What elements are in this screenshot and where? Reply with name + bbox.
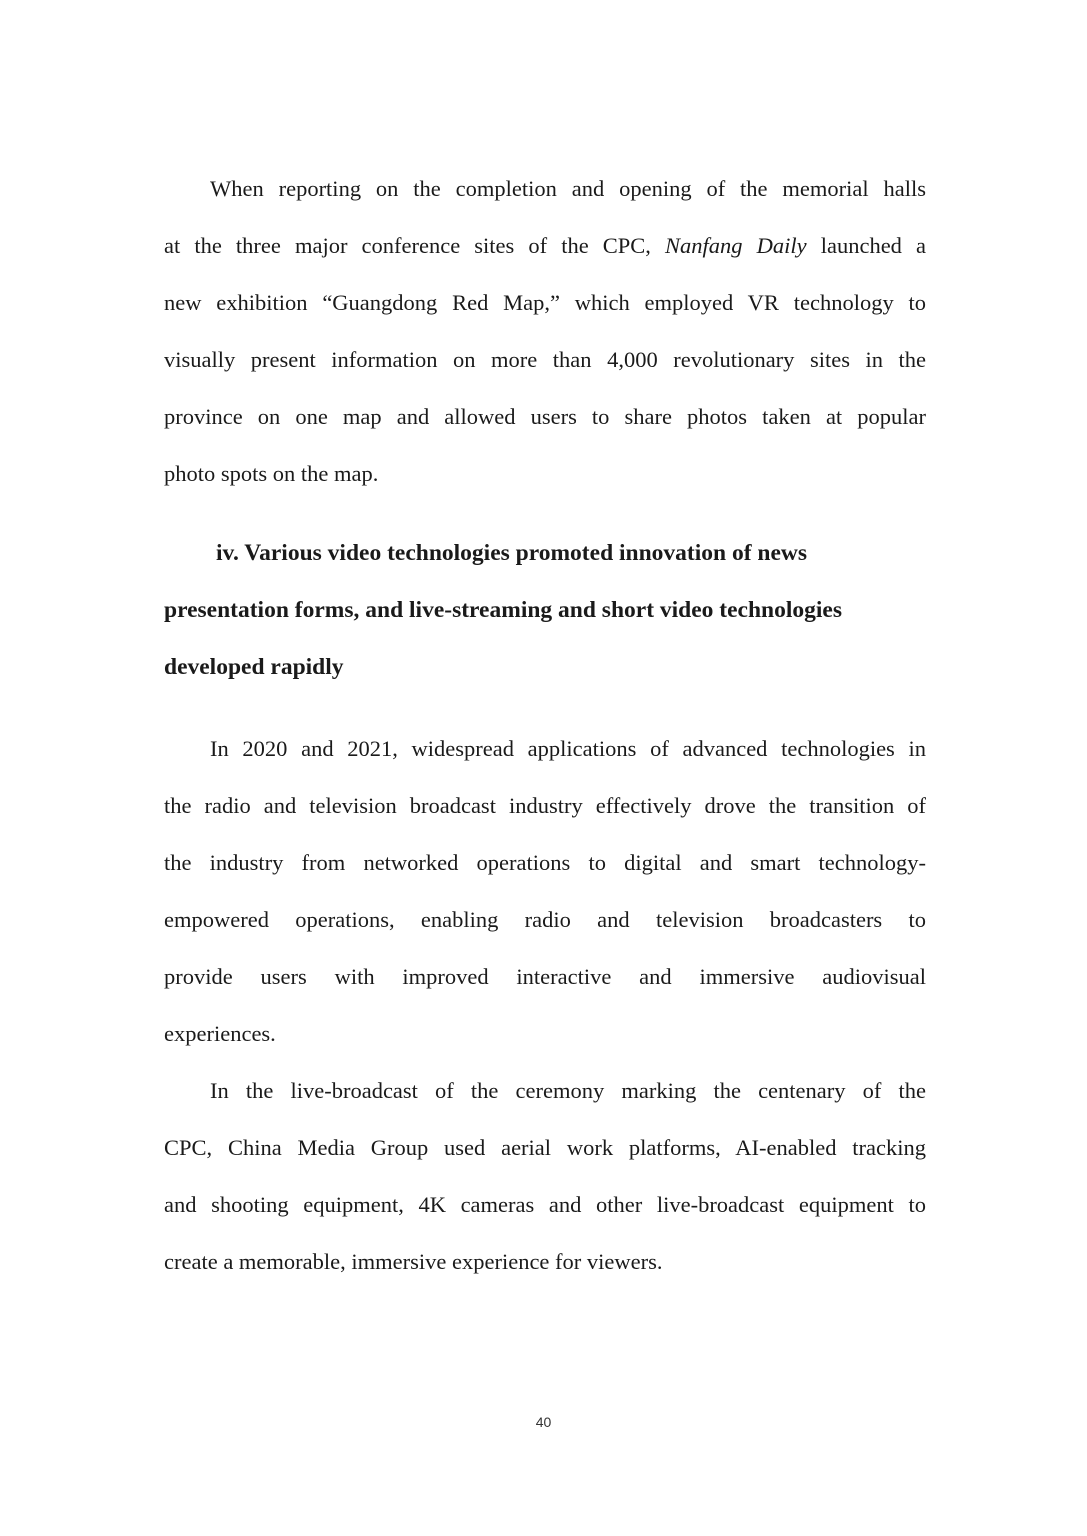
heading-line: iv. Various video technologies promoted innovation of news <box>216 540 808 566</box>
text-line: provide users with improved interactive and immersive audiovisual <box>164 964 926 989</box>
text-line: CPC, China Media Group used aerial work platforms, AI-enabled tracking <box>164 1135 926 1160</box>
heading-line: presentation forms, and live-streaming and short video technologies <box>164 597 843 623</box>
text-line: at the three major conference sites of the CPC, Nanfang Daily launched a <box>164 233 927 258</box>
paragraph-broadcast-technologies <box>164 720 926 1062</box>
publication-title: Nanfang Daily <box>665 233 807 258</box>
text-line: empowered operations, enabling radio and television broadcasters to <box>164 907 926 932</box>
paragraph-centenary-broadcast <box>164 1062 926 1290</box>
text-line: the radio and television broadcast industry effectively drove the transition of <box>164 793 926 818</box>
text-line: experiences. <box>164 1021 276 1046</box>
text-line: the industry from networked operations to digital and smart technology- <box>164 850 926 875</box>
text-line: In the live-broadcast of the ceremony marking the centenary of the <box>210 1078 926 1103</box>
text-line: province on one map and allowed users to share photos taken at popular <box>164 404 926 429</box>
text-line: In 2020 and 2021, widespread applications of advanced technologies in <box>210 736 926 761</box>
text-line: and shooting equipment, 4K cameras and other live-broadcast equipment to <box>164 1192 926 1217</box>
text-line: photo spots on the map. <box>164 461 379 486</box>
text-line: When reporting on the completion and opening of the memorial halls <box>210 176 926 201</box>
paragraph-guangdong-red-map <box>164 160 926 502</box>
text-line: visually present information on more than 4,000 revolutionary sites in the <box>164 347 926 372</box>
text-line: new exhibition “Guangdong Red Map,” which employed VR technology to <box>164 290 926 315</box>
heading-line: developed rapidly <box>164 654 344 680</box>
text-line: create a memorable, immersive experience for viewers. <box>164 1249 663 1274</box>
page-number: 40 <box>535 1414 552 1430</box>
section-heading <box>164 525 926 696</box>
